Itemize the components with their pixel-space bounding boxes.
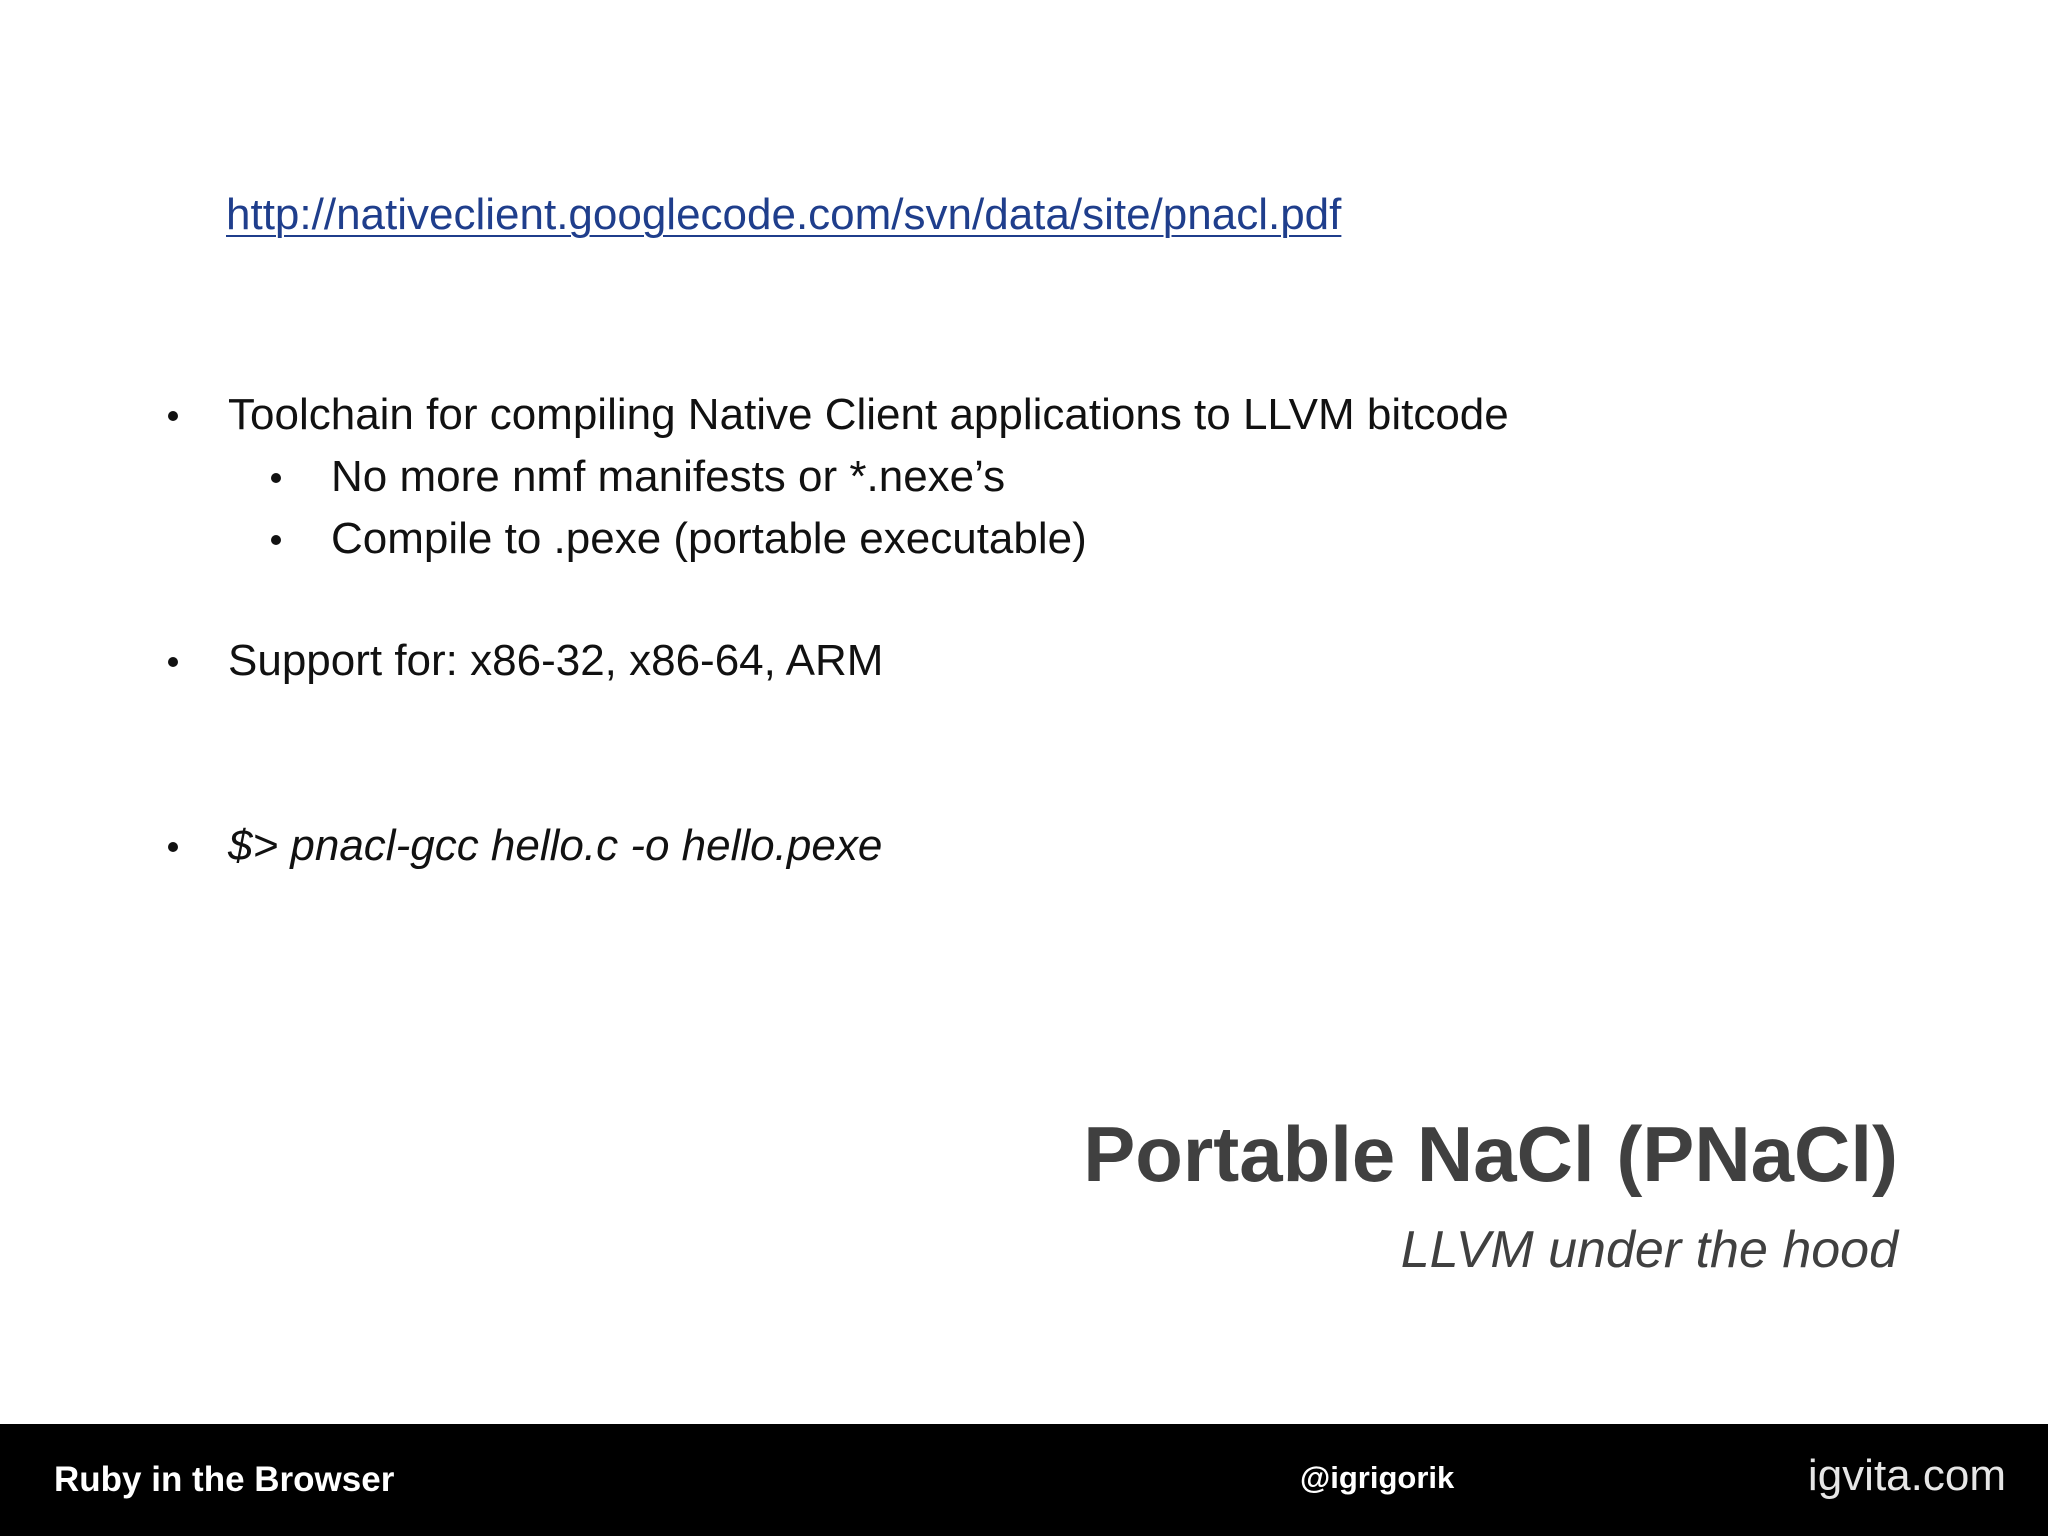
footer-bar — [0, 1424, 2048, 1536]
bullet-dot — [271, 473, 281, 483]
sub-bullet-item — [331, 508, 1087, 570]
footer-presentation-title: Ruby in the Browser — [54, 1460, 395, 1499]
bullet-dot — [168, 411, 178, 421]
bullet-dot — [168, 657, 178, 667]
bullet-dot — [271, 535, 281, 545]
footer-site: igvita.com — [1807, 1451, 2006, 1500]
slide-subtitle: LLVM under the hood — [1400, 1221, 1898, 1279]
sub-bullet-text: Compile to .pexe (portable executable) — [331, 514, 1087, 563]
bullet-text: Support for: x86-32, x86-64, ARM — [228, 636, 884, 685]
command-text: $> pnacl-gcc hello.c -o hello.pexe — [228, 821, 883, 870]
sub-bullet-text: No more nmf manifests or *.nexe’s — [331, 452, 1006, 501]
title-block — [1083, 1104, 1898, 1282]
reference-link[interactable]: http://nativeclient.googlecode.com/svn/data/site/pnacl.pdf — [226, 190, 1342, 239]
bullet-item — [228, 384, 1509, 446]
footer-handle: @igrigorik — [1300, 1460, 1455, 1495]
slide-title: Portable NaCl (PNaCl) — [1083, 1110, 1898, 1198]
bullet-text: Toolchain for compiling Native Client applications to LLVM bitcode — [228, 390, 1509, 439]
bullet-item — [228, 630, 883, 692]
sub-bullet-item — [331, 446, 1005, 508]
bullet-item — [228, 815, 882, 877]
bullet-dot — [168, 842, 178, 852]
